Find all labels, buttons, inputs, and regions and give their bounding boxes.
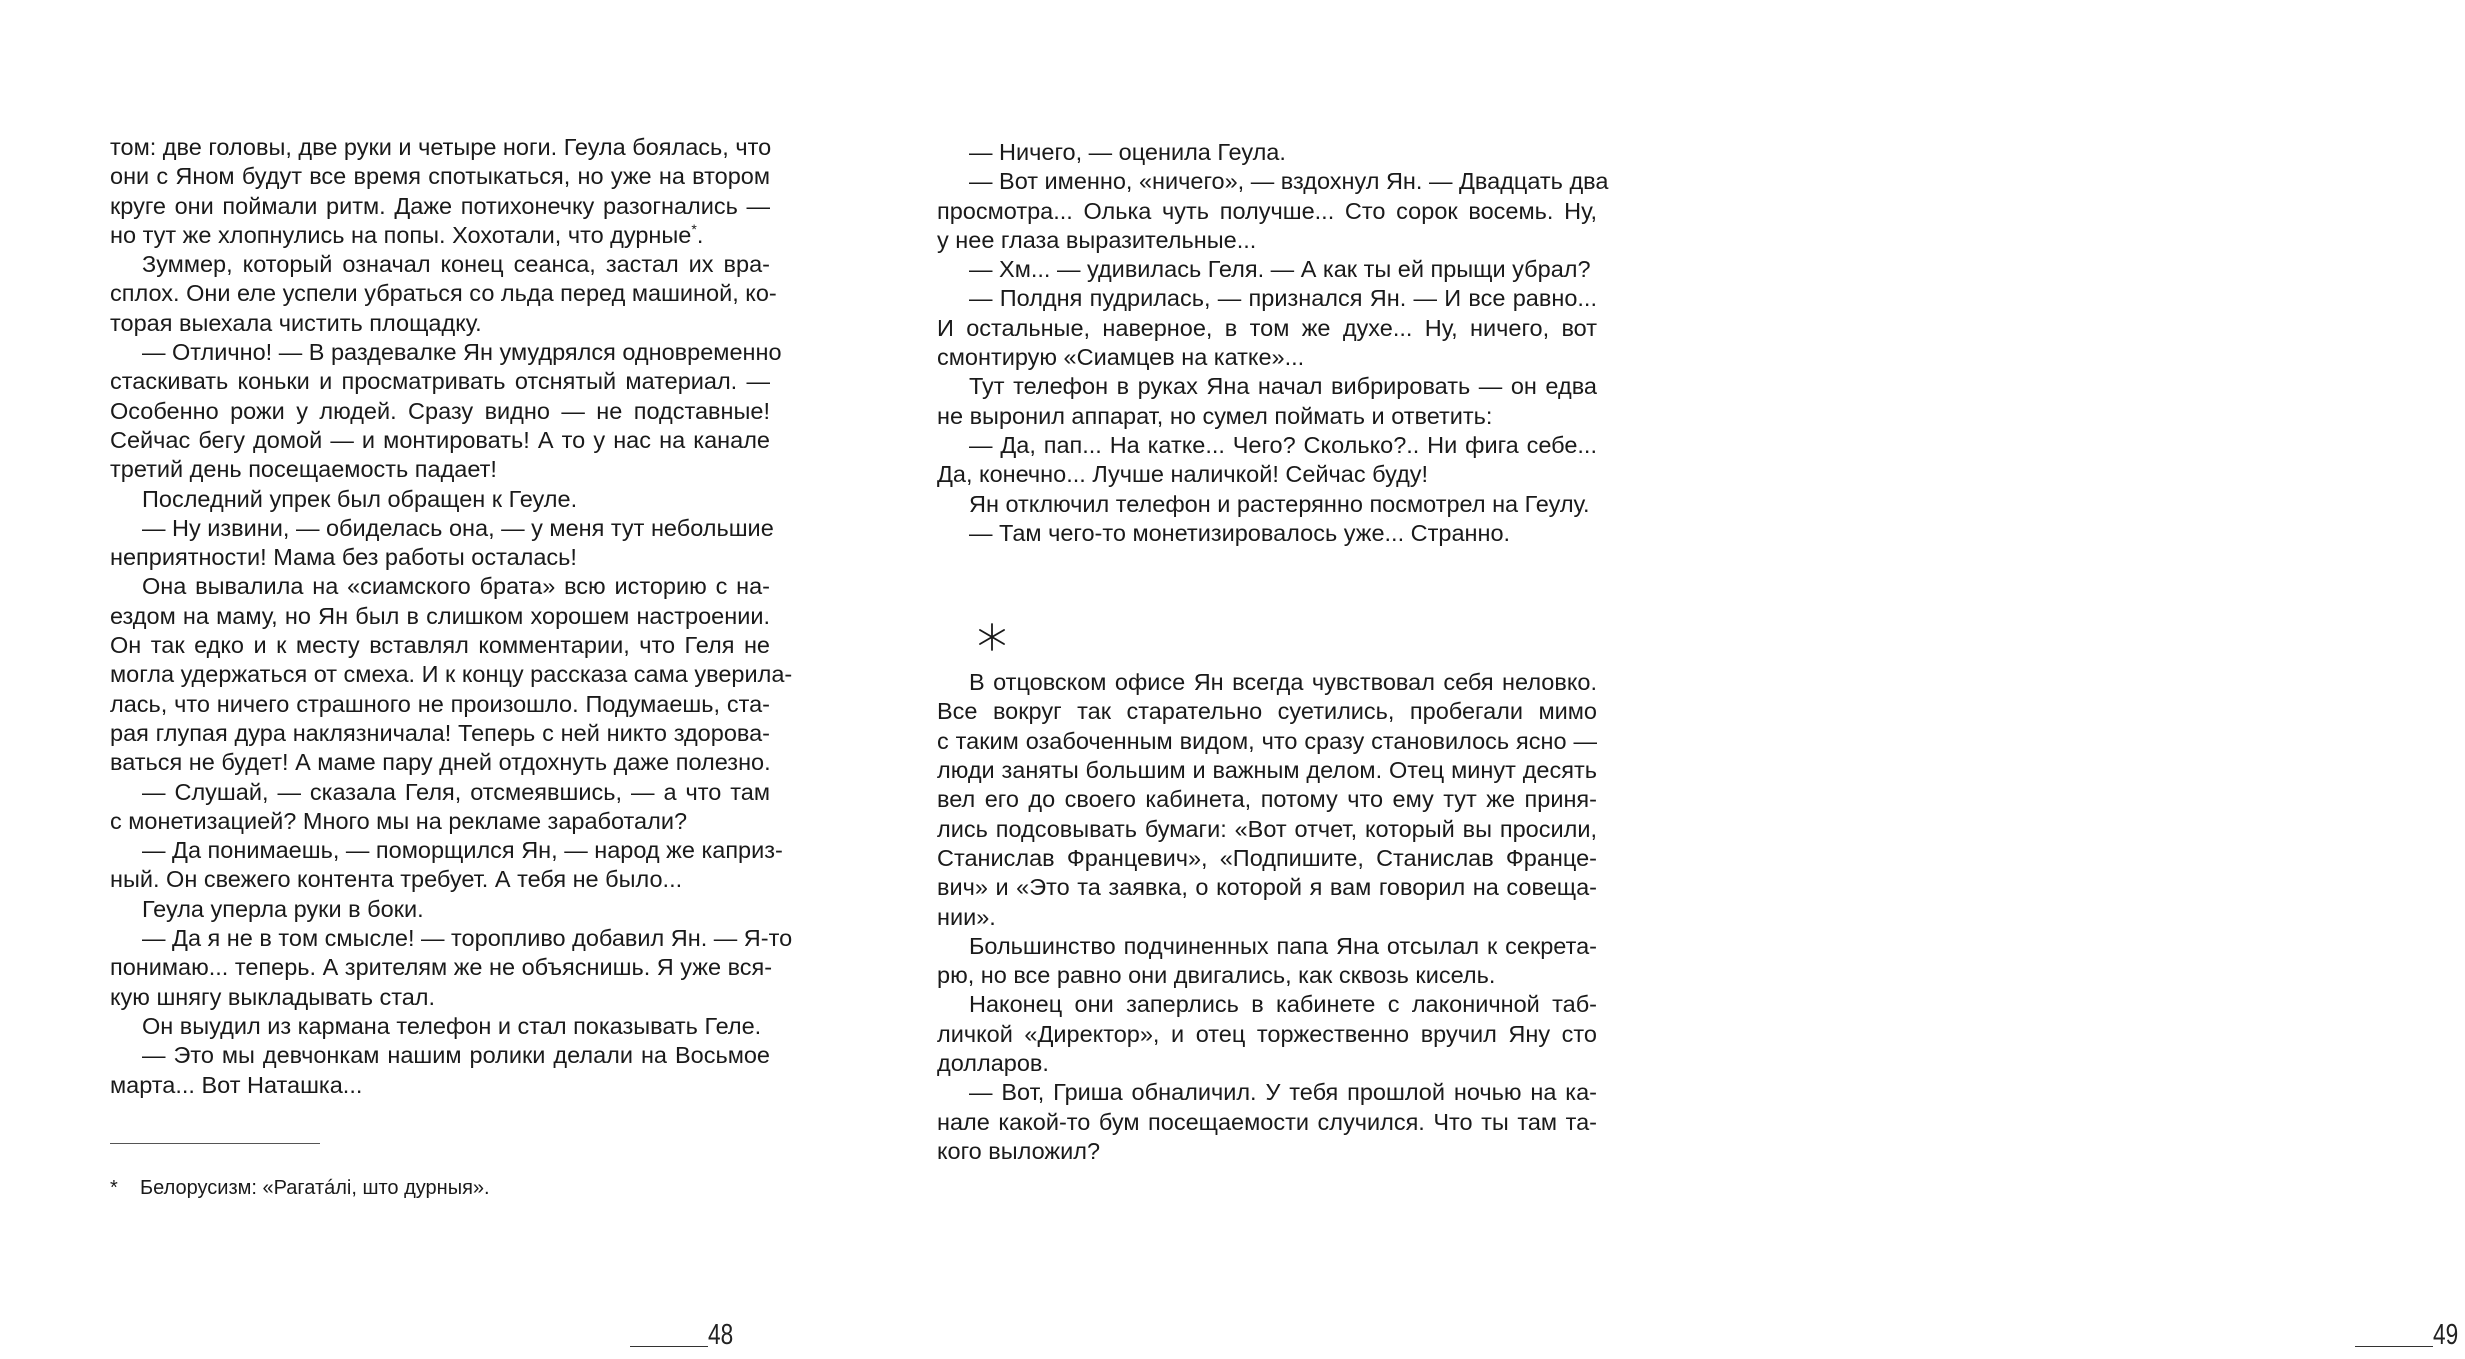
text-line: просмотра... Олька чуть получше... Сто сорок восемь. Ну, <box>937 197 1597 224</box>
text-line: круге они поймали ритм. Даже потихонечку разогнались — <box>110 192 770 219</box>
text-line: с таким озабоченным видом, что сразу становилось ясно — <box>937 727 1597 754</box>
text-line: Сейчас бегу домой — и монтировать! А то у нас на канале <box>110 426 770 453</box>
right-page <box>845 0 2459 1359</box>
text-line: Зуммер, который означал конец сеанса, застал их вра- <box>142 251 770 278</box>
text-line: третий день посещаемость падает! <box>110 456 497 483</box>
text-line: — Вот, Гриша обналичил. У тебя прошлой ночью на ка- <box>969 1079 1597 1106</box>
right-page-text <box>937 138 1609 1166</box>
text-line: не выронил аппарат, но сумел поймать и ответить: <box>937 402 1493 429</box>
text-line: Он выудил из кармана телефон и стал показывать Геле. <box>142 1012 762 1039</box>
text-line: И остальные, наверное, в том же духе... Ну, ничего, вот <box>937 314 1597 341</box>
folio-right <box>2355 1310 2465 1350</box>
folio-rule <box>2355 1346 2433 1347</box>
text-line: вич» и «Это та заявка, о которой я вам говорил на совеща- <box>937 874 1597 901</box>
text-line: долларов. <box>937 1050 1049 1077</box>
text-line: том: две головы, две руки и четыре ноги. Геула боялась, что <box>110 134 772 160</box>
text-line: — Это мы девчонкам нашим ролики делали на Восьмое <box>142 1042 770 1069</box>
page-number-left: 48 <box>708 1319 734 1351</box>
section-separator-asterisk-icon <box>975 620 1009 654</box>
left-page <box>0 0 845 1359</box>
text-line: — Да я не в том смысле! — торопливо добавил Ян. — Я-то <box>142 925 793 952</box>
footnote-mark: * <box>110 1177 118 1199</box>
text-line: — Полдня пудрилась, — признался Ян. — И все равно... <box>969 285 1597 312</box>
text-line: рая глупая дура наклязничала! Теперь с ней никто здорова- <box>110 719 770 746</box>
text-line: — Ничего, — оценила Геула. <box>969 139 1286 165</box>
text-line: личкой «Директор», и отец торжественно вручил Яну сто <box>937 1020 1597 1047</box>
text-line: вел его до своего кабинета, потому что ему тут же приня- <box>937 786 1597 813</box>
text-line: стаскивать коньки и просматривать отснятый материал. — <box>110 368 770 395</box>
text-line: — Хм... — удивилась Геля. — А как ты ей прыщи убрал? <box>969 256 1591 283</box>
text-line: но тут же хлопнулись на попы. Хохотали, что дурные*. <box>110 221 704 248</box>
text-line: ездом на маму, но Ян был в слишком хорошем настроении. <box>110 602 770 629</box>
text-line: лась, что ничего страшного не произошло. Подумаешь, ста- <box>110 690 770 717</box>
text-line: Геула уперла руки в боки. <box>142 895 424 922</box>
text-line: — Слушай, — сказала Геля, отсмеявшись, — а что там <box>142 778 770 805</box>
text-line: Все вокруг так старательно суетились, пробегали мимо <box>937 698 1597 725</box>
text-line: — Ну извини, — обиделась она, — у меня тут небольшие <box>142 514 774 541</box>
text-line: лись подсовывать бумаги: «Вот отчет, который вы просили, <box>937 815 1597 842</box>
text-line: нале какой-то бум посещаемости случился. Что ты там та- <box>937 1108 1597 1135</box>
text-line: Он так едко и к месту вставлял комментарии, что Геля не <box>110 632 770 659</box>
text-line: — Вот именно, «ничего», — вздохнул Ян. — Двадцать два <box>969 168 1609 195</box>
text-line: кого выложил? <box>937 1137 1101 1164</box>
text-line: — Там чего-то монетизировалось уже... Странно. <box>969 519 1511 546</box>
text-line: Станислав Францевич», «Подпишите, Станислав Франце- <box>937 844 1597 871</box>
text-line: они с Яном будут все время спотыкаться, но уже на втором <box>110 163 770 190</box>
text-line: Последний упрек был обращен к Геуле. <box>142 485 578 512</box>
text-line: неприятности! Мама без работы осталась! <box>110 544 577 571</box>
text-line: люди заняты большим и важным делом. Отец минут десять <box>937 757 1597 784</box>
text-line: рю, но все равно они двигались, как сквозь кисель. <box>937 962 1496 989</box>
page-number-right: 49 <box>2433 1319 2459 1351</box>
left-page-text <box>110 133 793 1100</box>
text-line: нии». <box>937 903 996 930</box>
text-line: — Отлично! — В раздевалке Ян умудрялся одновременно <box>142 339 782 366</box>
folio-left <box>630 1310 740 1350</box>
text-line: у нее глаза выразительные... <box>937 226 1257 253</box>
folio-rule <box>630 1346 708 1347</box>
footnote-ref: * <box>691 221 697 238</box>
text-line: В отцовском офисе Ян всегда чувствовал себя неловко. <box>969 669 1597 696</box>
text-line: Тут телефон в руках Яна начал вибрировать — он едва <box>969 373 1597 400</box>
text-line: ный. Он свежего контента требует. А тебя не было... <box>110 866 683 893</box>
text-line: ваться не будет! А маме пару дней отдохнуть даже полезно. <box>110 749 771 776</box>
footnote <box>110 1175 750 1201</box>
text-line: — Да, пап... На катке... Чего? Сколько?.. Ни фига себе... <box>969 431 1597 458</box>
text-line: — Да понимаешь, — поморщился Ян, — народ же каприз- <box>142 837 783 864</box>
text-line: Ян отключил телефон и растерянно посмотрел на Геулу. <box>969 490 1590 517</box>
text-line: Наконец они заперлись в кабинете с лаконичной таб- <box>969 991 1597 1018</box>
text-line: Особенно рожи у людей. Сразу видно — не подставные! <box>110 397 770 424</box>
text-line: Она вывалила на «сиамского брата» всю историю с на- <box>142 573 770 600</box>
text-line: Да, конечно... Лучше наличкой! Сейчас буду! <box>937 461 1429 488</box>
text-line: могла удержаться от смеха. И к концу рассказа сама уверила- <box>110 661 793 688</box>
text-line: смонтирую «Сиамцев на катке»... <box>937 344 1305 371</box>
section-break-space <box>937 548 1597 668</box>
text-line: кую шнягу выкладывать стал. <box>110 983 436 1010</box>
text-line: понимаю... теперь. А зрителям же не объяснишь. Я уже вся- <box>110 954 773 981</box>
text-line: торая выехала чистить площадку. <box>110 309 482 336</box>
text-line: Большинство подчиненных папа Яна отсылал к секрета- <box>969 932 1597 959</box>
text-line: сплох. Они еле успели убраться со льда перед машиной, ко- <box>110 280 777 307</box>
footnote-text: Белорусизм: «Рагатáлі, што дурныя». <box>140 1177 490 1199</box>
text-line: с монетизацией? Много мы на рекламе заработали? <box>110 807 688 834</box>
footnote-rule <box>110 1143 320 1144</box>
text-line: марта... Вот Наташка... <box>110 1071 363 1098</box>
